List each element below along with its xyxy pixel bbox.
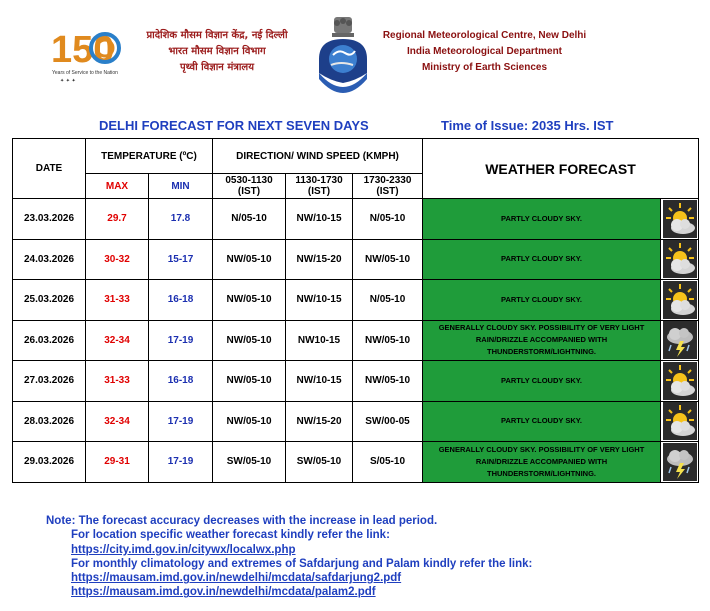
row-wind-morning: NW/05-10	[213, 401, 286, 442]
note-line-1: The forecast accuracy decreases with the increase in lead period.	[78, 515, 438, 527]
row-min: 17-19	[149, 320, 213, 361]
org-line-2: India Meteorological Department	[406, 46, 563, 57]
table-row	[13, 239, 699, 280]
safdarjung-climatology-link[interactable]: https://mausam.imd.gov.in/newdelhi/mcdata/safdarjung2.pdf	[71, 572, 402, 585]
forecast-table	[12, 138, 699, 483]
note-line-3: For monthly climatology and extremes of Safdarjung and Palam kindly refer the link:	[71, 557, 533, 570]
row-min: 16-18	[149, 280, 213, 321]
partly-cloudy-icon	[661, 401, 699, 442]
table-row	[13, 401, 699, 442]
table-row	[13, 442, 699, 483]
row-wind-afternoon: NW/10-15	[286, 361, 353, 402]
header-min: MIN	[149, 174, 213, 199]
row-wind-morning: NW/05-10	[213, 361, 286, 402]
row-min: 17.8	[149, 199, 213, 240]
hindi-org-block	[122, 28, 312, 76]
header-date: DATE	[13, 139, 86, 199]
row-wind-evening: SW/00-05	[353, 401, 423, 442]
org-line-3: Ministry of Earth Sciences	[421, 62, 548, 73]
row-min: 17-19	[149, 442, 213, 483]
table-row	[13, 320, 699, 361]
row-wind-morning: SW/05-10	[213, 442, 286, 483]
issue-time: Time of Issue: 2035 Hrs. IST	[441, 118, 614, 133]
forecast-title: DELHI FORECAST FOR NEXT SEVEN DAYS	[99, 118, 369, 133]
table-row	[13, 199, 699, 240]
row-date: 28.03.2026	[13, 401, 86, 442]
table-row	[13, 361, 699, 402]
hindi-line-1: प्रादेशिक मौसम विज्ञान केंद्र, नई दिल्ली	[146, 30, 288, 41]
header-wind-slot-1: 0530-1130 (IST)	[213, 174, 286, 199]
row-wind-afternoon: NW/15-20	[286, 239, 353, 280]
row-wind-evening: N/05-10	[353, 280, 423, 321]
row-wind-afternoon: NW/10-15	[286, 280, 353, 321]
partly-cloudy-icon	[661, 280, 699, 321]
imd-emblem-logo	[315, 15, 371, 97]
row-wind-evening: NW/05-10	[353, 320, 423, 361]
logo-number: 150	[51, 29, 115, 71]
row-date: 26.03.2026	[13, 320, 86, 361]
row-date: 24.03.2026	[13, 239, 86, 280]
row-weather-forecast: PARTLY CLOUDY SKY.	[423, 361, 661, 402]
palam-climatology-link[interactable]: https://mausam.imd.gov.in/newdelhi/mcdata/palam2.pdf	[71, 586, 376, 599]
row-wind-morning: NW/05-10	[213, 280, 286, 321]
thunderstorm-icon	[661, 320, 699, 361]
row-wind-morning: NW/05-10	[213, 320, 286, 361]
city-weather-link[interactable]: https://city.imd.gov.in/citywx/localwx.php	[71, 543, 296, 556]
partly-cloudy-icon	[661, 199, 699, 240]
header-temperature: TEMPERATURE (ºC)	[86, 139, 213, 174]
row-wind-morning: NW/05-10	[213, 239, 286, 280]
row-max: 29-31	[86, 442, 149, 483]
row-wind-afternoon: NW10-15	[286, 320, 353, 361]
row-weather-forecast: PARTLY CLOUDY SKY.	[423, 401, 661, 442]
row-weather-forecast: GENERALLY CLOUDY SKY. POSSIBILITY OF VERY LIGHT RAIN/DRIZZLE ACCOMPANIED WITH THUNDERSTORM/LIGHTNING.	[423, 320, 661, 361]
header-wind: DIRECTION/ WIND SPEED (KMPH)	[213, 139, 423, 174]
row-wind-afternoon: NW/15-20	[286, 401, 353, 442]
row-min: 16-18	[149, 361, 213, 402]
svg-text:✦ ✦ ✦: ✦ ✦ ✦	[60, 78, 76, 84]
logo-tagline: Years of Service to the Nation	[52, 70, 118, 76]
thunderstorm-icon	[661, 442, 699, 483]
english-org-block	[372, 28, 597, 76]
row-wind-afternoon: NW/10-15	[286, 199, 353, 240]
row-max: 31-33	[86, 280, 149, 321]
header-max: MAX	[86, 174, 149, 199]
row-min: 17-19	[149, 401, 213, 442]
hindi-line-3: पृथ्वी विज्ञान मंत्रालय	[179, 62, 255, 73]
row-max: 30-32	[86, 239, 149, 280]
header-wind-slot-2: 1130-1730 (IST)	[286, 174, 353, 199]
table-row	[13, 280, 699, 321]
row-wind-morning: N/05-10	[213, 199, 286, 240]
hindi-line-2: भारत मौसम विज्ञान विभाग	[168, 46, 266, 57]
row-wind-afternoon: SW/05-10	[286, 442, 353, 483]
row-max: 32-34	[86, 320, 149, 361]
row-max: 29.7	[86, 199, 149, 240]
row-max: 32-34	[86, 401, 149, 442]
header-wind-slot-3: 1730-2330 (IST)	[353, 174, 423, 199]
imd-150-years-logo	[50, 24, 122, 86]
org-line-1: Regional Meteorological Centre, New Delhi	[382, 30, 587, 41]
row-max: 31-33	[86, 361, 149, 402]
row-wind-evening: NW/05-10	[353, 239, 423, 280]
note-line-2: For location specific weather forecast kindly refer the link:	[71, 529, 390, 542]
row-wind-evening: N/05-10	[353, 199, 423, 240]
header-weather-forecast: WEATHER FORECAST	[423, 139, 699, 199]
row-weather-forecast: PARTLY CLOUDY SKY.	[423, 239, 661, 280]
row-date: 29.03.2026	[13, 442, 86, 483]
row-weather-forecast: PARTLY CLOUDY SKY.	[423, 199, 661, 240]
row-wind-evening: S/05-10	[353, 442, 423, 483]
row-min: 15-17	[149, 239, 213, 280]
note-block: Note: The forecast accuracy decreases with the increase in lead period. For location specific weather forecast kindly refer the link: https://city.imd.gov.in/citywx/localwx.php For monthly climatology and extremes of Safdarjung and Palam kindly refer the link: https://mausam.imd.gov.in/newdelhi/mcdata/safdarjung2.pdf https://mausam.imd.gov.in/newdelhi/mcdata/palam2.pdf	[46, 515, 533, 599]
partly-cloudy-icon	[661, 361, 699, 402]
partly-cloudy-icon	[661, 239, 699, 280]
forecast-rows	[13, 199, 699, 483]
row-weather-forecast: PARTLY CLOUDY SKY.	[423, 280, 661, 321]
row-wind-evening: NW/05-10	[353, 361, 423, 402]
row-weather-forecast: GENERALLY CLOUDY SKY. POSSIBILITY OF VERY LIGHT RAIN/DRIZZLE ACCOMPANIED WITH THUNDERSTORM/LIGHTNING.	[423, 442, 661, 483]
row-date: 27.03.2026	[13, 361, 86, 402]
note-label: Note	[46, 515, 72, 527]
row-date: 23.03.2026	[13, 199, 86, 240]
row-date: 25.03.2026	[13, 280, 86, 321]
